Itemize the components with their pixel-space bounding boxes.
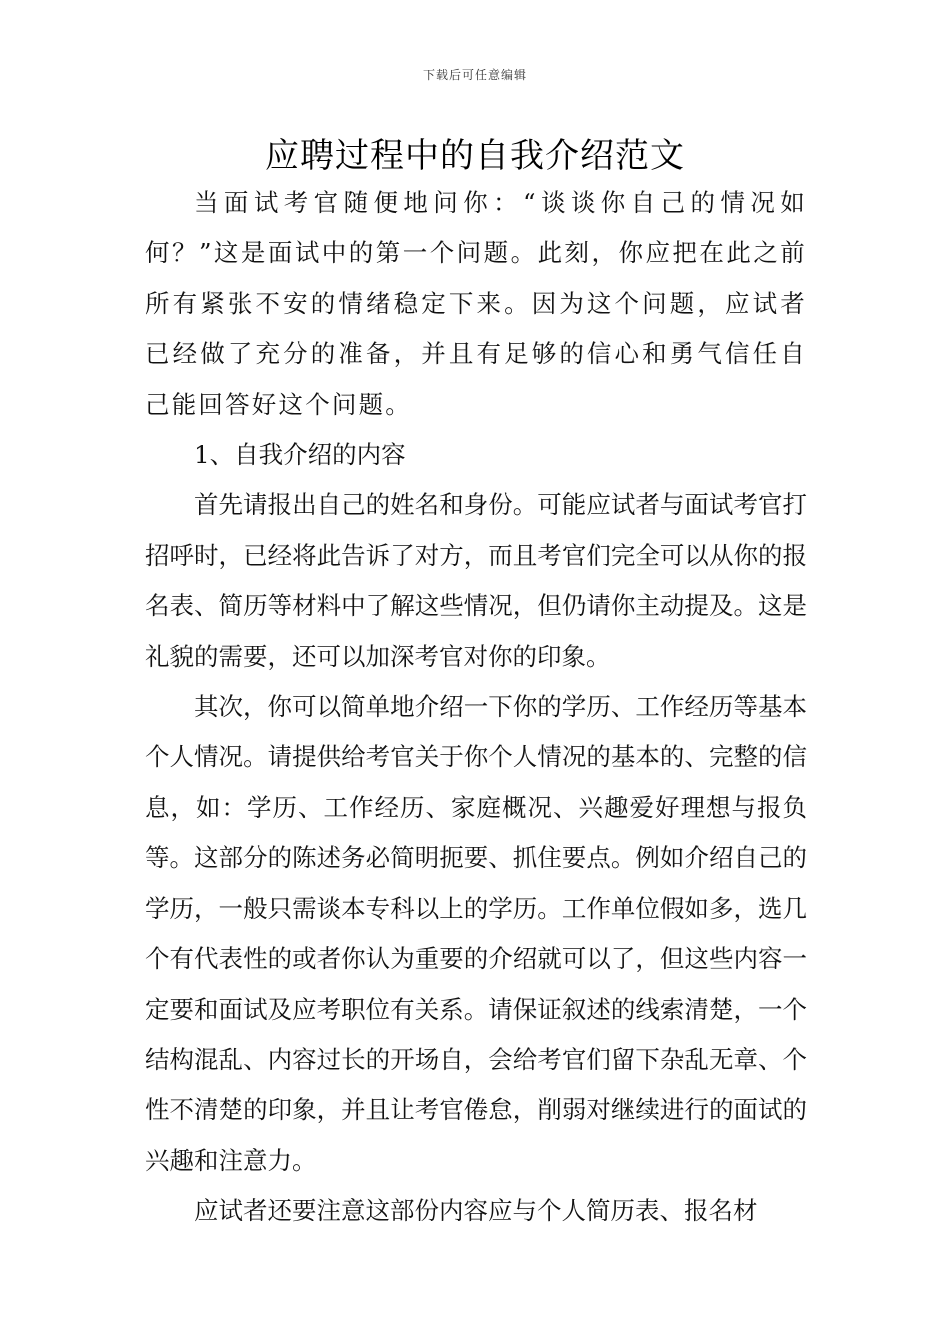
header-note: 下载后可任意编辑 <box>422 68 527 82</box>
paragraph-consistency: 应试者还要注意这部份内容应与个人简历表、报名材 <box>194 1196 758 1226</box>
paragraph-intro: 当面试考官随便地问你：“谈谈你自己的情况如何？”这是面试中的第一个问题。此刻，你应把在此之前所有紧张不安的情绪稳定下来。因为这个问题，应试者已经做了充分的准备，并且有足够的信心和勇气信任自己能回答好这个问题。 <box>145 188 807 419</box>
document-body <box>145 178 807 1237</box>
paragraph-name-identity: 首先请报出自己的姓名和身份。可能应试者与面试考官打招呼时，已经将此告诉了对方，而且考官们完全可以从你的报名表、简历等材料中了解这些情况，但仍请你主动提及。这是礼貌的需要，还可以加深考官对你的印象。 <box>145 490 807 671</box>
paragraph-background: 其次，你可以简单地介绍一下你的学历、工作经历等基本个人情况。请提供给考官关于你个人情况的基本的、完整的信息，如：学历、工作经历、家庭概况、兴趣爱好理想与报负等。这部分的陈述务必简明扼要、抓住要点。例如介绍自己的学历，一般只需谈本专科以上的学历。工作单位假如多，选几个有代表性的或者你认为重要的介绍就可以了，但这些内容一定要和面试及应考职位有关系。请保证叙述的线索清楚，一个结构混乱、内容过长的开场自，会给考官们留下杂乱无章、个性不清楚的印象，并且让考官倦怠，削弱对继续进行的面试的兴趣和注意力。 <box>145 692 807 1175</box>
document-title: 应聘过程中的自我介绍范文 <box>265 136 685 176</box>
section-heading: 1、自我介绍的内容 <box>194 440 406 470</box>
